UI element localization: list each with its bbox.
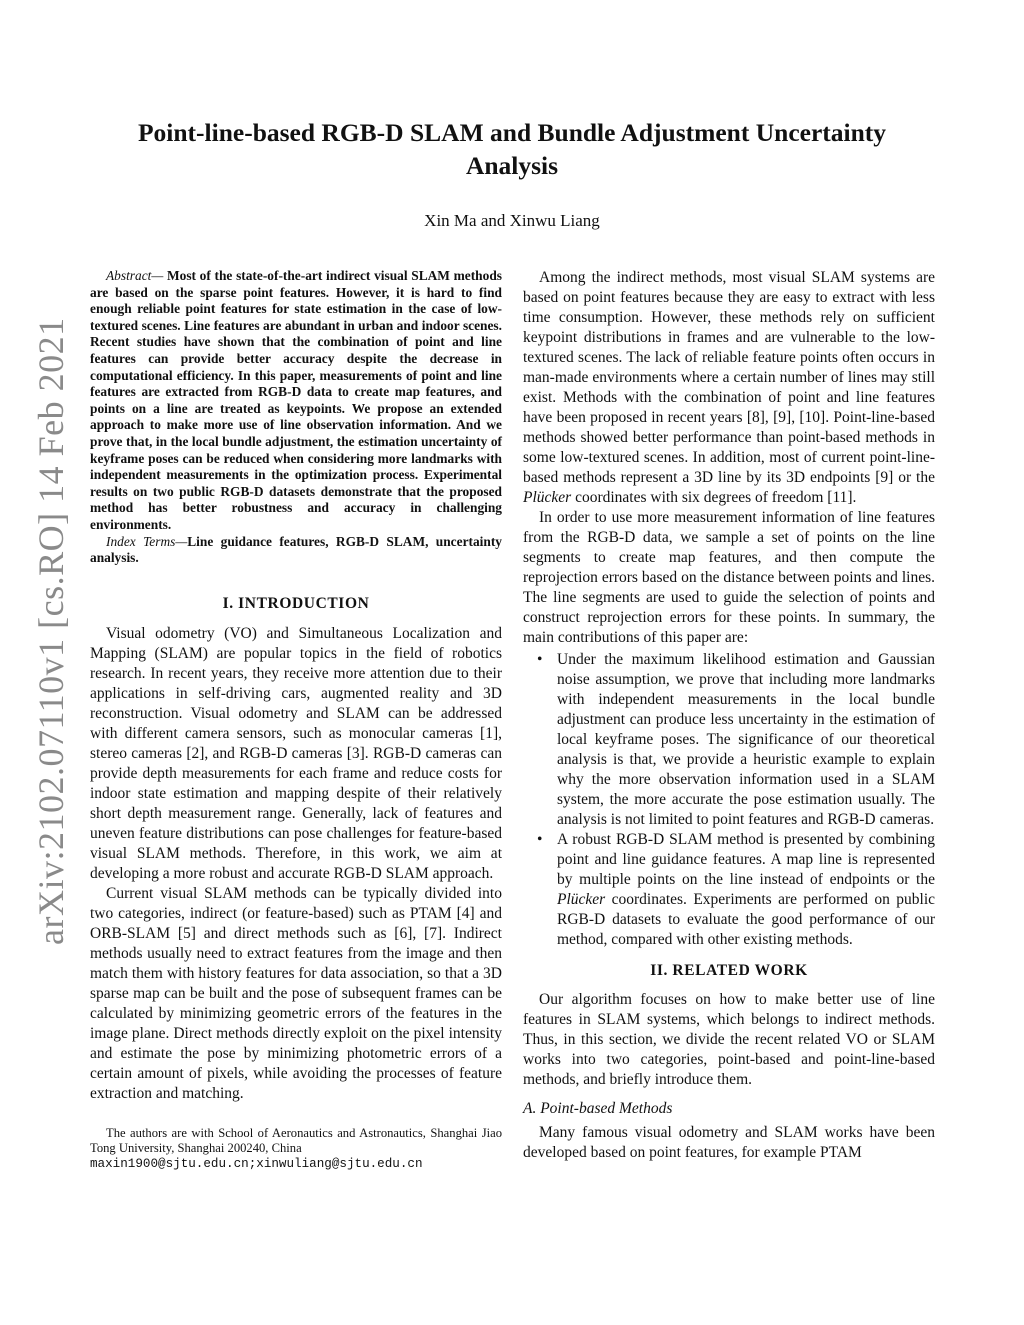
intro-paragraph-1: Visual odometry (VO) and Simultaneous Localization and Mapping (SLAM) are popular topics in the field of robotics research. In recent years, they receive more attention due to their applications in self-driving cars, augmented reality and 3D reconstruction. Visual odometry and SLAM can be addressed with different camera sensors, such as monocular cameras [1], stereo cameras [2], and RGB-D cameras [3]. RGB-D cameras can provide depth measurements for each frame and reduce costs for indoor state estimation and mapping despite of their relatively short depth measurement range. Generally, lack of features and uneven feature distributions can pose challenges for feature-based visual SLAM methods. Therefore, in this work, we aim at developing a more robust and accurate RGB-D SLAM approach. xyxy=(90,624,502,882)
plucker-term: Plücker xyxy=(523,489,572,506)
paper-title: Point-line-based RGB-D SLAM and Bundle Adjustment Uncertainty Analysis xyxy=(137,118,887,180)
related-work-paragraph-1: Our algorithm focuses on how to make better use of line features in SLAM systems, which belongs to indirect methods. Thus, in this section, we divide the recent related VO or SLAM works into two categories, point-based and point-line-based methods, and briefly introduce them. xyxy=(523,991,935,1088)
left-column xyxy=(90,268,502,1172)
plucker-term: Plücker xyxy=(557,891,606,908)
intro-paragraph-3 xyxy=(523,268,935,508)
contribution-1-text: Under the maximum likelihood estimation and Gaussian noise assumption, we prove that including more landmarks with independent measurements in the local bundle adjustment can produce less uncertainty in the estimation of local keyframe poses. The significance of our theoretical analysis is that, we provide a heuristic example to explain why the more observation information used in a SLAM system, the more accurate the pose estimation usually. The analysis is not limited to point features and RGB-D cameras. xyxy=(557,651,935,828)
intro-paragraph-3-end: coordinates with six degrees of freedom [11]. xyxy=(571,489,857,506)
index-terms xyxy=(90,534,502,567)
footnote-emails: maxin1900@sjtu.edu.cn;xinwuliang@sjtu.edu.cn xyxy=(90,1156,423,1171)
contribution-2-end: coordinates. Experiments are performed on public RGB-D datasets to evaluate the good performance of our method, compared with other existing methods. xyxy=(557,891,935,948)
section-1-heading: I. INTRODUCTION xyxy=(222,594,370,612)
related-work-paragraph-2: Many famous visual odometry and SLAM works have been developed based on point features, for example PTAM xyxy=(523,1124,935,1161)
author-affiliation-footnote xyxy=(90,1126,502,1172)
abstract-text: Most of the state-of-the-art indirect visual SLAM methods are based on the sparse point features. However, it is hard to find enough reliable point features for state estimation in the case of low-textured scenes. Line features are abundant in urban and indoor scenes. Recent studies have shown that the combination of point and line features can provide better accuracy despite the decrease in computational efficiency. In this paper, measurements of point and line features are extracted from RGB-D data to create map features, and points on a line are treated as keypoints. We propose an extended approach to make more use of line observation information. And we prove that, in the local bundle adjustment, the estimation uncertainty of keyframe poses can be reduced when considering more landmarks with independent measurements in the optimization process. Experimental results on two public RGB-D datasets demonstrate that the proposed method has better robustness and accuracy in challenging environments. xyxy=(90,268,502,532)
contribution-2-text: A robust RGB-D SLAM method is presented by combining point and line guidance features. A map line is represented by multiple points on the line instead of endpoints or the xyxy=(557,831,935,888)
subsection-heading: A. Point-based Methods xyxy=(523,1100,673,1117)
paper-authors: Xin Ma and Xinwu Liang xyxy=(424,211,600,230)
abstract-label: Abstract— xyxy=(106,268,164,283)
intro-paragraph-2: Current visual SLAM methods can be typically divided into two categories, indirect (or feature-based) such as PTAM [4] and ORB-SLAM [5] and direct methods such as [6], [7]. Indirect methods usually need to extract features from the image and then match them with history features for data association, so that a 3D sparse map can be built and the pose of subsequent frames can be calculated by minimizing geometric errors of the features in the image plane. Direct methods directly exploit on the pixel intensity and estimate the pose by minimizing photometric errors of a certain amount of pixels, while avoiding the processes of feature extraction and matching. xyxy=(90,884,502,1102)
section-2-heading: II. RELATED WORK xyxy=(650,962,808,979)
index-terms-label: Index Terms— xyxy=(106,533,188,549)
right-column xyxy=(523,268,935,1163)
arxiv-identifier-stamp: arXiv:2102.07110v1 [cs.RO] 14 Feb 2021 xyxy=(31,317,71,945)
bullet-icon: • xyxy=(537,651,543,668)
footnote-affiliation: The authors are with School of Aeronautics and Astronautics, Shanghai Jiao Tong University, Shanghai 200240, China xyxy=(90,1125,502,1155)
index-terms-text: Line guidance features, RGB-D SLAM, uncertainty analysis. xyxy=(90,533,502,566)
bullet-icon: • xyxy=(537,831,543,848)
list-item xyxy=(523,650,935,830)
abstract xyxy=(90,268,502,534)
contributions-list xyxy=(523,650,935,950)
intro-paragraph-4: In order to use more measurement information of line features from the RGB-D data, we sample a set of points on the line segments to create map features, and then compute the reprojection errors based on the distance between points and lines. The line segments are used to guide the selection of points and construct reprojection errors for these points. In summary, the main contributions of this paper are: xyxy=(523,509,935,646)
list-item xyxy=(523,830,935,950)
intro-paragraph-3-text: Among the indirect methods, most visual SLAM systems are based on point features because they are easy to extract with less time consumption. However, these methods rely on sufficient keypoint distributions in frames and are vulnerable to the low-textured scenes. The lack of reliable feature points often occurs in man-made environments where a certain number of lines may still exist. Methods with the combination of point and line features have been proposed in recent years [8], [9], [10]. Point-line-based methods showed better performance than point-based methods in some low-textured scenes. In addition, most of current point-line-based methods represent a 3D line by its 3D endpoints [9] or the xyxy=(523,269,935,486)
